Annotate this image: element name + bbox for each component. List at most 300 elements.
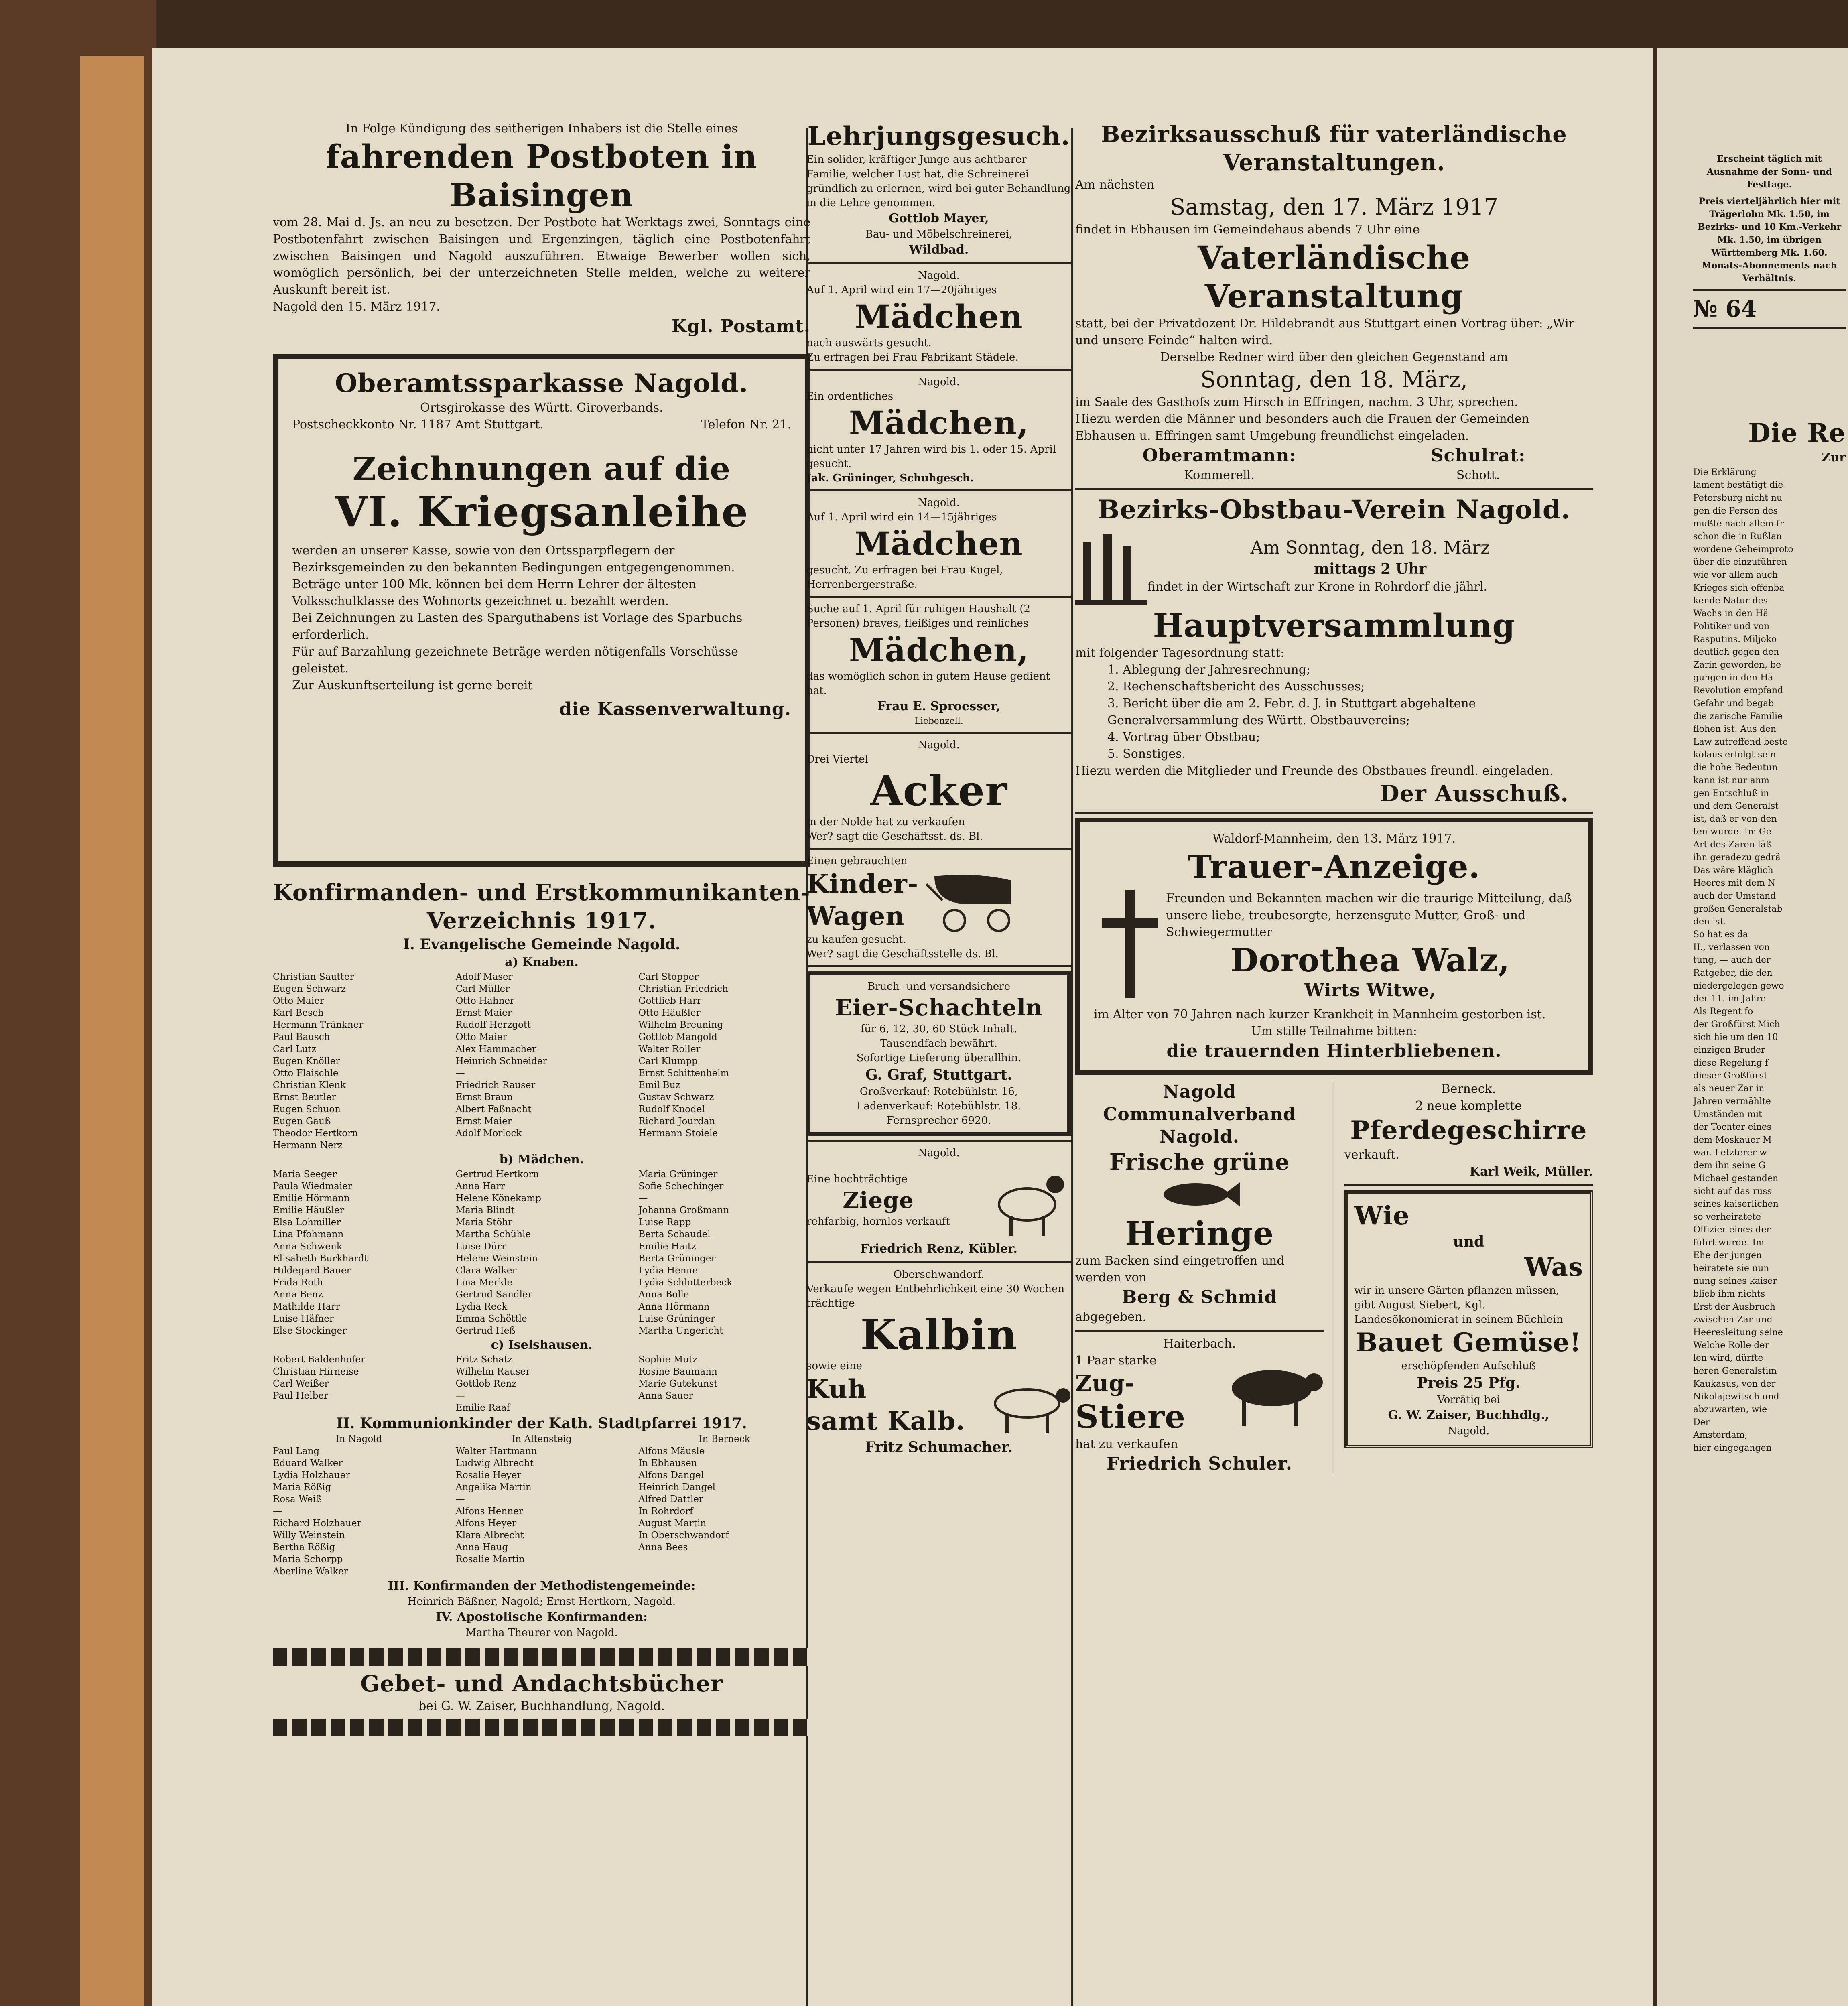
- zug-pre: 1 Paar starke: [1075, 1354, 1157, 1368]
- list-item: Richard Jourdan: [638, 1116, 715, 1127]
- sparkasse-ad: [273, 354, 810, 867]
- list-item: Jahren vermählte: [1693, 1096, 1771, 1107]
- list-item: auch der Umstand: [1693, 891, 1776, 901]
- list-item: len wird, dürfte: [1693, 1353, 1763, 1363]
- ad-place: Nagold.: [918, 1147, 960, 1159]
- list-item: schon die in Rußlan: [1693, 532, 1782, 542]
- list-item: Die Erklärung: [1693, 467, 1757, 477]
- list-item: Ernst Beutler: [273, 1092, 336, 1102]
- list-item: Erst der Ausbruch: [1693, 1302, 1775, 1312]
- list-item: Law zutreffend beste: [1693, 737, 1788, 747]
- list-item: Otto Häußler: [638, 1008, 701, 1018]
- list-item: —: [638, 1193, 648, 1204]
- list-item: —: [455, 1494, 465, 1504]
- list-item: In Oberschwandorf: [638, 1530, 729, 1541]
- divider: [1075, 488, 1593, 490]
- list-item: sich hie um den 10: [1693, 1032, 1778, 1042]
- bottom-left: [1075, 1081, 1324, 1475]
- list-item: Walter Hartmann: [455, 1446, 537, 1456]
- ad-body: Großverkauf: Rotebühlstr. 16,: [859, 1086, 1018, 1098]
- list-item: Anna Hörmann: [638, 1301, 710, 1312]
- list-item: Helene Könekamp: [455, 1193, 541, 1204]
- list-item: Emilie Hörmann: [273, 1193, 350, 1204]
- cross-icon: [1094, 886, 1166, 1006]
- ad-body: Drei Viertel: [806, 753, 868, 765]
- divider: [1075, 812, 1593, 814]
- list-item: In Ebhausen: [638, 1458, 697, 1468]
- list-item: Hermann Stoiele: [638, 1128, 718, 1139]
- ad-body: gesucht. Zu erfragen bei Frau Kugel, Herrenbergerstraße.: [806, 564, 1003, 591]
- ad-word: samt Kalb.: [806, 1406, 965, 1436]
- list-item: —: [455, 1391, 465, 1401]
- list-item: In Rohrdorf: [638, 1506, 693, 1517]
- ad-body: nach auswärts gesucht.: [806, 337, 932, 349]
- list-item: Martha Ungericht: [638, 1326, 723, 1336]
- ad-place: Oberschwandorf.: [893, 1269, 985, 1281]
- wie-sign: G. W. Zaiser, Buchhdlg.,: [1388, 1408, 1549, 1422]
- list-item: Luise Häfner: [273, 1314, 334, 1324]
- list-item: —: [455, 1068, 465, 1078]
- sparkasse-konto: Postscheckkonto Nr. 1187 Amt Stuttgart.: [292, 418, 544, 432]
- ornament-border: [273, 1719, 810, 1736]
- maedchen-ad-2: [806, 375, 1071, 485]
- list-item: Helene Weinstein: [455, 1253, 538, 1264]
- ad-body: Zu erfragen bei Frau Fabrikant Städele.: [806, 351, 1019, 363]
- list-item: Gertrud Hertkorn: [455, 1169, 539, 1180]
- list-item: Hermann Tränkner: [273, 1020, 364, 1030]
- sparkasse-head2: VI. Kriegsanleihe: [335, 487, 749, 536]
- article-body: [1693, 466, 1846, 1455]
- wie-price: Preis 25 Pfg.: [1417, 1375, 1521, 1391]
- list-item: der Großfürst Mich: [1693, 1019, 1780, 1029]
- list-item: gen die Person des: [1693, 506, 1778, 516]
- list-item: als neuer Zar in: [1693, 1084, 1765, 1094]
- pferd-pre: 2 neue komplette: [1415, 1099, 1522, 1113]
- konf-title2: Verzeichnis 1917.: [426, 908, 657, 934]
- list-item: Kaukasus, von der: [1693, 1379, 1776, 1389]
- name-column: [638, 1168, 810, 1337]
- list-item: lament bestätigt die: [1693, 480, 1783, 490]
- ad-place: Liebenzell.: [914, 716, 963, 726]
- maedchen-ad-1: [806, 268, 1071, 365]
- obst-sign: Der Ausschuß.: [1380, 780, 1569, 807]
- list-item: Das wäre kläglich: [1693, 865, 1773, 875]
- divider: [1693, 327, 1846, 329]
- list-item: Gefahr und begab: [1693, 698, 1774, 709]
- ad-place: Nagold.: [918, 376, 960, 388]
- divider: [806, 489, 1071, 491]
- trauer-ad: [1075, 818, 1593, 1075]
- pferd-sign: Karl Weik, Müller.: [1470, 1165, 1593, 1179]
- list-item: Politiker und von: [1693, 621, 1770, 631]
- column-rule: [1071, 128, 1073, 2006]
- list-item: Ehe der jungen: [1693, 1251, 1762, 1261]
- name-column: [638, 1445, 810, 1578]
- list-item: Johanna Großmann: [638, 1205, 729, 1216]
- list-item: der 11. im Jahre: [1693, 994, 1766, 1004]
- list-item: Emilie Häußler: [273, 1205, 344, 1216]
- list-item: Bertha Rößig: [273, 1542, 335, 1553]
- list-item: mußte nach allem fr: [1693, 519, 1784, 529]
- bez-word: Vaterländische Veranstaltung: [1197, 239, 1471, 315]
- list-item: Alfons Heyer: [455, 1518, 517, 1529]
- bottom-right: [1344, 1081, 1593, 1475]
- name-column: [456, 1445, 628, 1578]
- list-item: II., verlassen von: [1693, 942, 1770, 952]
- column-4: [1693, 152, 1846, 1455]
- bez-body2: statt, bei der Privatdozent Dr. Hildebrandt aus Stuttgart einen Vortrag über: „Wir und unsere Feinde“ halten wird.: [1075, 317, 1575, 347]
- list-item: war. Letzterer w: [1693, 1148, 1767, 1158]
- list-item: Otto Hahner: [455, 996, 515, 1006]
- ad-word: Mädchen: [855, 525, 1023, 562]
- zug-body: hat zu verkaufen: [1075, 1437, 1178, 1451]
- list-item: die zarische Familie: [1693, 711, 1783, 721]
- list-item: Art des Zaren läß: [1693, 840, 1772, 850]
- ad-body: Verkaufe wegen Entbehrlichkeit eine 30 Wochen trächtige: [806, 1283, 1065, 1310]
- list-item: Zarin geworden, be: [1693, 660, 1781, 670]
- list-item: Lydia Reck: [455, 1301, 508, 1312]
- bez-body5: Hiezu werden die Männer und besonders auch die Frauen der Gemeinden Ebhausen u. Effringen samt Umgebung freundlichst eingeladen.: [1075, 412, 1529, 443]
- list-item: Luise Grüninger: [638, 1314, 715, 1324]
- list-item: Sophie Mutz: [638, 1354, 698, 1365]
- konf-sec3: III. Konfirmanden der Methodistengemeinde:: [388, 1579, 696, 1593]
- issue-number: № 64: [1693, 296, 1757, 322]
- obst-body2: mit folgender Tagesordnung statt:: [1075, 646, 1285, 660]
- list-item: Paul Lang: [273, 1446, 320, 1456]
- trauer-sign: die trauernden Hinterbliebenen.: [1166, 1041, 1502, 1061]
- list-item: Rudolf Knodel: [638, 1104, 705, 1115]
- list-item: der Tochter eines: [1693, 1122, 1772, 1132]
- list-item: Maria Grüninger: [638, 1169, 718, 1180]
- list-item: Hildegard Bauer: [273, 1265, 351, 1276]
- ad-body: Sofortige Lieferung überallhin.: [856, 1052, 1021, 1064]
- ad-body: Einen gebrauchten: [806, 855, 908, 867]
- list-item: Nikolajewitsch und: [1693, 1392, 1779, 1402]
- ad-sign: Jak. Grüninger, Schuhgesch.: [806, 472, 974, 484]
- postamt-ad: [273, 120, 810, 338]
- ad-word: Eier-Schachteln: [835, 995, 1043, 1021]
- sparkasse-p4: Für auf Barzahlung gezeichnete Beträge werden nötigenfalls Vorschüsse geleistet.: [292, 645, 739, 676]
- list-item: Lydia Henne: [638, 1265, 698, 1276]
- list-item: Theodor Hertkorn: [273, 1128, 358, 1139]
- gebet-sub: bei G. W. Zaiser, Buchhandlung, Nagold.: [418, 1699, 665, 1713]
- konf-maedchen: b) Mädchen.: [499, 1153, 584, 1167]
- wie-2: und: [1453, 1233, 1484, 1250]
- bez-sign1: Oberamtmann:: [1142, 445, 1296, 466]
- list-item: großen Generalstab: [1693, 904, 1783, 914]
- bez-title2: Veranstaltungen.: [1223, 149, 1445, 176]
- sparkasse-telefon: Telefon Nr. 21.: [701, 418, 791, 432]
- ad-body: Ein ordentliches: [806, 390, 894, 402]
- divider: [1693, 289, 1846, 291]
- list-item: Rosalie Heyer: [455, 1470, 522, 1480]
- list-item: Mathilde Harr: [273, 1301, 340, 1312]
- konf-sec4-names: Martha Theurer von Nagold.: [465, 1627, 618, 1639]
- list-item: tung, — auch der: [1693, 955, 1771, 965]
- ad-word: Kuh: [806, 1374, 867, 1404]
- sparkasse-contact: [292, 416, 791, 433]
- list-item: heiratete sie nun: [1693, 1263, 1769, 1273]
- bezirksausschuss-ad: [1075, 120, 1593, 484]
- list-item: Christian Hirneise: [273, 1366, 359, 1377]
- list-item: wordene Geheimproto: [1693, 544, 1793, 554]
- ornament-border: [273, 1648, 810, 1666]
- list-item: gungen in den Hä: [1693, 673, 1773, 683]
- maedchen-columns: [273, 1168, 810, 1337]
- list-item: Anna Haug: [455, 1542, 508, 1553]
- obst-title: Bezirks-Obstbau-Verein Nagold.: [1098, 495, 1570, 525]
- bottom-ads: [1075, 1081, 1593, 1475]
- obst-body: findet in der Wirtschaft zur Krone in Rohrdorf die jährl.: [1147, 580, 1488, 594]
- obst-word: Hauptversammlung: [1153, 607, 1515, 644]
- list-item: Eugen Gauß: [273, 1116, 331, 1127]
- zug-place: Haiterbach.: [1163, 1337, 1236, 1351]
- list-item: Revolution empfand: [1693, 686, 1783, 696]
- list-item: Anna Schwenk: [273, 1241, 342, 1252]
- list-item: Alfred Dattler: [638, 1494, 703, 1504]
- list-item: Gustav Schwarz: [638, 1092, 714, 1102]
- list-item: Anna Bees: [638, 1542, 688, 1553]
- list-item: Emil Buz: [638, 1080, 680, 1090]
- list-item: Lina Merkle: [455, 1277, 513, 1288]
- list-item: Heeresleitung seine: [1693, 1328, 1783, 1338]
- list-item: Adolf Maser: [455, 972, 513, 982]
- list-item: Eduard Walker: [273, 1458, 343, 1468]
- list-item: Willy Weinstein: [273, 1530, 345, 1541]
- kinderwagen-ad: [806, 854, 1071, 961]
- list-item: Anna Sauer: [638, 1391, 693, 1401]
- list-item: Emma Schöttle: [455, 1314, 527, 1324]
- list-item: Sofie Schechinger: [638, 1181, 724, 1192]
- list-item: Rasputins. Miljoko: [1693, 634, 1777, 644]
- bez-sign2-name: Schott.: [1456, 468, 1500, 482]
- list-item: Emilie Haitz: [638, 1241, 697, 1252]
- hering-sign: Berg & Schmid: [1122, 1287, 1277, 1308]
- list-item: Offizier eines der: [1693, 1225, 1771, 1235]
- ad-body: zu kaufen gesucht.: [806, 934, 906, 946]
- ad-body: Ladenverkauf: Rotebühlstr. 18.: [857, 1100, 1021, 1112]
- pram-icon: [918, 868, 1023, 932]
- list-item: kende Natur des: [1693, 596, 1768, 606]
- trauer-body: Freunden und Bekannten machen wir die traurige Mitteilung, daß unsere liebe, treubesorgte, herzensgute Mutter, Groß- und Schwiegermutter: [1166, 891, 1572, 939]
- hering-body2: abgegeben.: [1075, 1310, 1146, 1324]
- hering-place: Nagold: [1163, 1082, 1236, 1102]
- list-item: Gottlob Renz: [455, 1379, 517, 1389]
- ad-body: Tausendfach bewährt.: [880, 1038, 998, 1050]
- list-item: Wilhelm Rauser: [455, 1366, 530, 1377]
- obst-date: Am Sonntag, den 18. März: [1250, 538, 1490, 558]
- ad-word: Mädchen: [855, 298, 1023, 335]
- list-item: Petersburg nicht nu: [1693, 493, 1783, 503]
- kath-header: In Altensteig: [512, 1434, 572, 1444]
- list-item: Heinrich Schneider: [455, 1056, 547, 1066]
- list-item: Maria Rößig: [273, 1482, 331, 1492]
- list-item: —: [273, 1506, 282, 1517]
- list-item: Friedrich Rauser: [455, 1080, 536, 1090]
- ad-body: Auf 1. April wird ein 17—20jähriges: [806, 284, 997, 296]
- list-item: Alfons Mäusle: [638, 1446, 705, 1456]
- list-item: Anna Bolle: [638, 1289, 689, 1300]
- konf-sec1: I. Evangelische Gemeinde Nagold.: [403, 936, 680, 953]
- konf-title1: Konfirmanden- und Erstkommunikanten-: [273, 879, 810, 906]
- list-item: Elisabeth Burkhardt: [273, 1253, 368, 1264]
- list-item: Rudolf Herzgott: [455, 1020, 531, 1030]
- divider: [806, 1140, 1071, 1142]
- list-item: Carl Lutz: [273, 1044, 317, 1054]
- ad-body: das womöglich schon in gutem Hause gedient hat.: [806, 670, 1050, 697]
- zug-sign: Friedrich Schuler.: [1107, 1454, 1293, 1474]
- ad-body: Eine hochträchtige: [806, 1173, 908, 1185]
- list-item: über die einzuführen: [1693, 557, 1787, 567]
- list-item: Alex Hammacher: [455, 1044, 536, 1054]
- list-item: Krieges sich offenba: [1693, 583, 1785, 593]
- column-3: [1075, 120, 1593, 1475]
- list-item: Paul Helber: [273, 1391, 328, 1401]
- list-item: wie vor allem auch: [1693, 570, 1778, 580]
- list-item: Ernst Braun: [455, 1092, 513, 1102]
- list-item: abzuwarten, wie: [1693, 1405, 1767, 1415]
- lehrjunge-sign: Gottlob Mayer,: [889, 211, 989, 225]
- name-column: [273, 1445, 445, 1578]
- list-item: Anna Benz: [273, 1289, 323, 1300]
- divider: [806, 732, 1071, 734]
- list-item: einzigen Bruder: [1693, 1045, 1765, 1055]
- ad-sign: Frau E. Sproesser,: [877, 699, 1001, 713]
- list-item: führt wurde. Im: [1693, 1238, 1764, 1248]
- kath-header: In Nagold: [335, 1434, 382, 1444]
- ad-word: Acker: [870, 766, 1008, 815]
- list-item: sicht auf das russ: [1693, 1186, 1772, 1196]
- list-item: 1. Ablegung der Jahresrechnung;: [1107, 663, 1311, 677]
- list-item: Aberline Walker: [273, 1566, 348, 1577]
- name-column: [273, 1168, 445, 1337]
- list-item: Emilie Raaf: [455, 1403, 510, 1413]
- column-2: [806, 120, 1071, 1457]
- list-item: Ratgeber, die den: [1693, 968, 1773, 978]
- list-item: August Martin: [638, 1518, 707, 1529]
- sparkasse-p1: werden an unserer Kasse, sowie von den Ortssparpflegern der Bezirksgemeinden zu den bekannten Bedingungen entgegengenommen.: [292, 544, 735, 575]
- list-item: Carl Stopper: [638, 972, 699, 982]
- list-item: kann ist nur anm: [1693, 776, 1769, 786]
- agenda-list: [1075, 662, 1593, 763]
- list-item: Richard Holzhauer: [273, 1518, 361, 1529]
- list-item: Paula Wiedmaier: [273, 1181, 352, 1192]
- lehrjunge-body: Ein solider, kräftiger Junge aus achtbarer Familie, welcher Lust hat, die Schreinerei gründlich zu erlernen, wird bei guter Behandlung in die Lehre genommen.: [806, 154, 1071, 209]
- lehrjunge-sign2: Bau- und Möbelschreinerei,: [865, 228, 1013, 240]
- list-item: Marie Gutekunst: [638, 1379, 718, 1389]
- list-item: Lina Pfohmann: [273, 1229, 344, 1240]
- iselshausen-columns: [273, 1354, 810, 1414]
- hering-word: Heringe: [1125, 1214, 1274, 1252]
- ad-body: für 6, 12, 30, 60 Stück Inhalt.: [860, 1023, 1017, 1035]
- list-item: Luise Rapp: [638, 1217, 691, 1228]
- hering-pre: Frische grüne: [1109, 1149, 1290, 1176]
- list-item: ihn geradezu gedrä: [1693, 853, 1781, 863]
- hering-ad: [1075, 1081, 1324, 1326]
- konfirmanden-list: [273, 879, 810, 1640]
- list-item: Carl Klumpp: [638, 1056, 698, 1066]
- wie-3: Was: [1524, 1252, 1583, 1282]
- list-item: Christian Klenk: [273, 1080, 346, 1090]
- list-item: 2. Rechenschaftsbericht des Ausschusses;: [1107, 680, 1365, 694]
- lehrjunge-title: Lehrjungsgesuch.: [807, 121, 1070, 151]
- lehrjunge-place: Wildbad.: [909, 243, 969, 257]
- list-item: Ernst Maier: [455, 1116, 512, 1127]
- list-item: die hohe Bedeutun: [1693, 763, 1778, 773]
- list-item: deutlich gegen den: [1693, 647, 1779, 657]
- list-item: Maria Stöhr: [455, 1217, 512, 1228]
- ziege-ad: [806, 1146, 1071, 1257]
- list-item: Christian Sautter: [273, 972, 354, 982]
- ad-body: Wer? sagt die Geschäftsst. ds. Bl.: [806, 830, 983, 843]
- goat-icon: [991, 1160, 1071, 1241]
- list-item: flohen ist. Aus den: [1693, 724, 1777, 734]
- wie-1: Wie: [1354, 1201, 1410, 1231]
- divider: [806, 369, 1071, 371]
- page-edges: [80, 56, 144, 2006]
- list-item: seines kaiserlichen: [1693, 1199, 1779, 1209]
- ad-place: Nagold.: [918, 270, 960, 282]
- konf-iselshausen: c) Iselshausen.: [491, 1338, 593, 1352]
- ad-word: Kinder-: [806, 869, 919, 899]
- list-item: Ernst Maier: [455, 1008, 512, 1018]
- bez-body3: Derselbe Redner wird über den gleichen Gegenstand am: [1160, 350, 1508, 364]
- bez-date2: Sonntag, den 18. März,: [1200, 367, 1468, 393]
- list-item: Adolf Morlock: [455, 1128, 522, 1139]
- wie-place: Nagold.: [1448, 1425, 1490, 1437]
- wie-body2: erschöpfenden Aufschluß: [1401, 1360, 1536, 1372]
- list-item: Gottlob Mangold: [638, 1032, 717, 1042]
- lehrjunge-ad: [806, 120, 1071, 258]
- zug-word1: Zug-: [1075, 1370, 1135, 1397]
- postamt-date: Nagold den 15. März 1917.: [273, 300, 440, 314]
- postamt-sign: Kgl. Postamt.: [671, 316, 810, 337]
- list-item: Rosa Weiß: [273, 1494, 322, 1504]
- gebet-ad: [273, 1648, 810, 1736]
- info-price: Preis vierteljährlich hier mit Trägerlohn Mk. 1.50, im Bezirks- und 10 Km.-Verkehr Mk. 1.50, im übrigen Württemberg Mk. 1.60. Monats-Abonnements nach Verhältnis.: [1698, 196, 1841, 284]
- name-column: [638, 1354, 810, 1414]
- list-item: Maria Schorpp: [273, 1554, 343, 1565]
- bez-body4: im Saale des Gasthofs zum Hirsch in Effringen, nachm. 3 Uhr, sprechen.: [1075, 395, 1518, 409]
- name-column: [456, 971, 628, 1151]
- list-item: Gottlieb Harr: [638, 996, 702, 1006]
- list-item: Frida Roth: [273, 1277, 323, 1288]
- name-column: [273, 971, 445, 1151]
- ad-word: Mädchen,: [849, 631, 1029, 669]
- list-item: Walter Roller: [638, 1044, 701, 1054]
- list-item: Gertrud Heß: [455, 1326, 516, 1336]
- sparkasse-p5: Zur Auskunftserteilung ist gerne bereit: [292, 678, 533, 692]
- name-column: [456, 1354, 628, 1414]
- trauer-body2: im Alter von 70 Jahren nach kurzer Krankheit in Mannheim gestorben ist.: [1094, 1007, 1546, 1021]
- list-item: blieb ihm nichts: [1693, 1289, 1765, 1299]
- sparkasse-p2: Beträge unter 100 Mk. können bei dem Herrn Lehrer der ältesten Volksschulklasse des Wohnorts gezeichnet u. bezahlt werden.: [292, 577, 697, 608]
- list-item: Robert Baldenhofer: [273, 1354, 365, 1365]
- list-item: Rosine Baumann: [638, 1366, 717, 1377]
- obstbau-ad: [1075, 494, 1593, 808]
- divider: [806, 596, 1071, 598]
- list-item: dieser Großfürst: [1693, 1071, 1767, 1081]
- list-item: Heeres mit dem N: [1693, 878, 1775, 888]
- list-item: Ernst Schittenhelm: [638, 1068, 729, 1078]
- divider: [806, 262, 1071, 264]
- bez-sign2: Schulrat:: [1430, 445, 1526, 466]
- list-item: Otto Maier: [455, 1032, 507, 1042]
- ad-body: Bruch- und versandsichere: [867, 981, 1010, 993]
- info-frequency: Erscheint täglich mit Ausnahme der Sonn- und Festtage.: [1707, 154, 1832, 190]
- list-item: kolaus erfolgt sein: [1693, 750, 1776, 760]
- ad-body: Auf 1. April wird ein 14—15jähriges: [806, 511, 997, 523]
